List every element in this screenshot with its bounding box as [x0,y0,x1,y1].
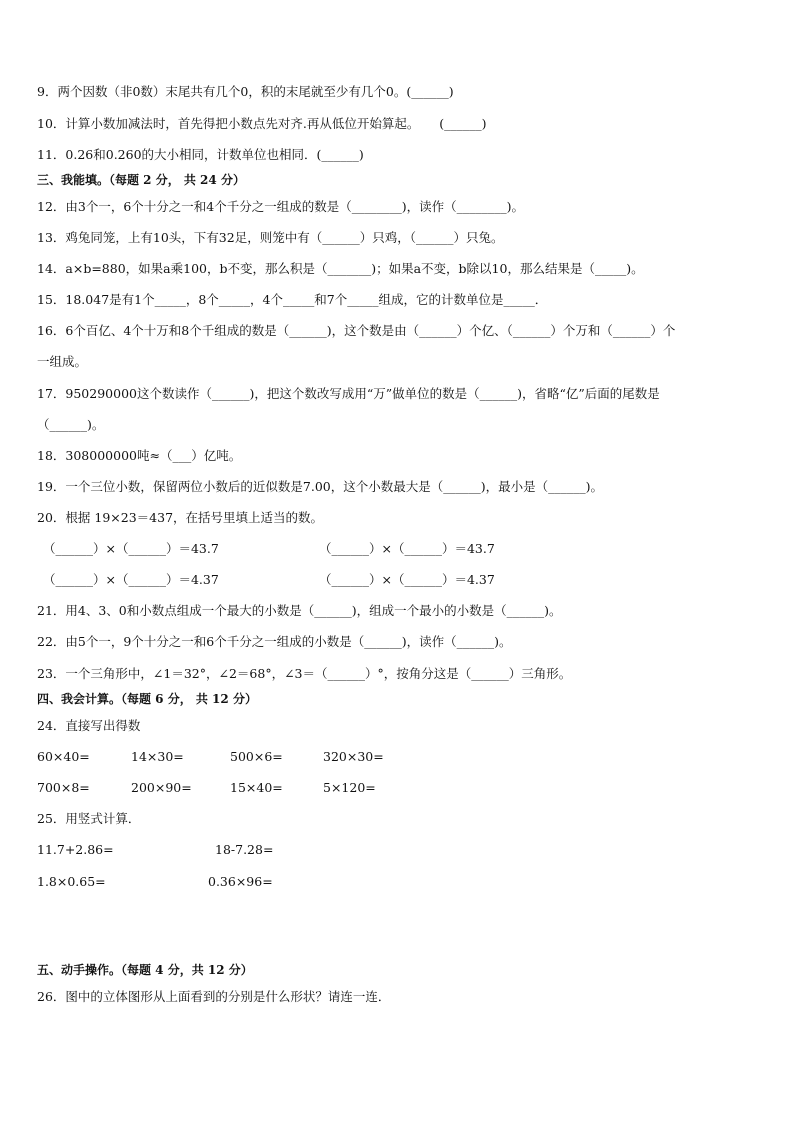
q24-item: 320×30= [323,749,384,764]
q24-item: 60×40= [37,749,90,764]
question-16-continued: 一组成。 [37,354,88,369]
question-15: 15．18.047是有1个_____，8个_____，4个_____和7个_____组成，它的计数单位是_____． [37,292,548,307]
question-24: 24．直接写出得数 [37,718,141,733]
question-13: 13．鸡兔同笼，上有10头，下有32足，则笼中有（______）只鸡，（______）只兔。 [37,230,504,245]
q24-item: 500×6= [230,749,283,764]
q20-blank-row-2-right: （______）×（______）＝4.37 [319,572,495,587]
question-16: 16．6个百亿、4个十万和8个千组成的数是（______)，这个数是由（______）个亿、（______）个万和（______）个 [37,323,676,338]
q25-item: 11.7+2.86= [37,842,114,857]
question-25: 25．用竖式计算． [37,811,141,826]
question-10: 10．计算小数加减法时，首先得把小数点先对齐.再从低位开始算起。 (______) [37,116,487,131]
q25-item: 18-7.28= [215,842,274,857]
question-9: 9．两个因数（非0数）末尾共有几个0，积的末尾就至少有几个0。(______) [37,84,454,99]
question-26: 26．图中的立体图形从上面看到的分别是什么形状？请连一连． [37,989,391,1004]
q20-blank-row-2-left: （______）×（______）＝4.37 [43,572,219,587]
question-11: 11．0.26和0.260的大小相同，计数单位也相同．(______) [37,147,364,162]
question-18: 18．308000000吨≈（___）亿吨。 [37,448,242,463]
q24-item: 15×40= [230,780,283,795]
section-5-heading: 五、动手操作。（每题 4 分，共 12 分） [37,963,253,977]
q24-item: 14×30= [131,749,184,764]
question-22: 22．由5个一，9个十分之一和6个千分之一组成的小数是（______)，读作（______)。 [37,634,512,649]
q25-item: 1.8×0.65= [37,874,106,889]
question-17: 17．950290000这个数读作（______)，把这个数改写成用“万”做单位的数是（______)，省略“亿”后面的尾数是 [37,386,660,401]
question-19: 19．一个三位小数，保留两位小数后的近似数是7.00，这个小数最大是（______)，最小是（______)。 [37,479,603,494]
q20-blank-row-1-right: （______）×（______）＝43.7 [319,541,495,556]
question-21: 21．用4、3、0和小数点组成一个最大的小数是（______)，组成一个最小的小数是（______)。 [37,603,562,618]
question-14: 14．a×b=880，如果a乘100，b不变，那么积是（_______)；如果a不变，b除以10，那么结果是（_____)。 [37,261,644,276]
section-4-heading: 四、我会计算。（每题 6 分， 共 12 分） [37,692,257,706]
q25-item: 0.36×96= [208,874,273,889]
q24-item: 700×8= [37,780,90,795]
question-20: 20．根据 19×23＝437，在括号里填上适当的数。 [37,510,324,525]
question-12: 12．由3个一，6个十分之一和4个千分之一组成的数是（________)，读作（________)。 [37,199,525,214]
question-17-continued: （______)。 [37,417,105,432]
q24-item: 5×120= [323,780,376,795]
q24-item: 200×90= [131,780,192,795]
q20-blank-row-1-left: （______）×（______）＝43.7 [43,541,219,556]
section-3-heading: 三、我能填。（每题 2 分， 共 24 分） [37,173,245,187]
question-23: 23．一个三角形中，∠1＝32°，∠2＝68°，∠3＝（______）°，按角分这是（______）三角形。 [37,666,572,681]
